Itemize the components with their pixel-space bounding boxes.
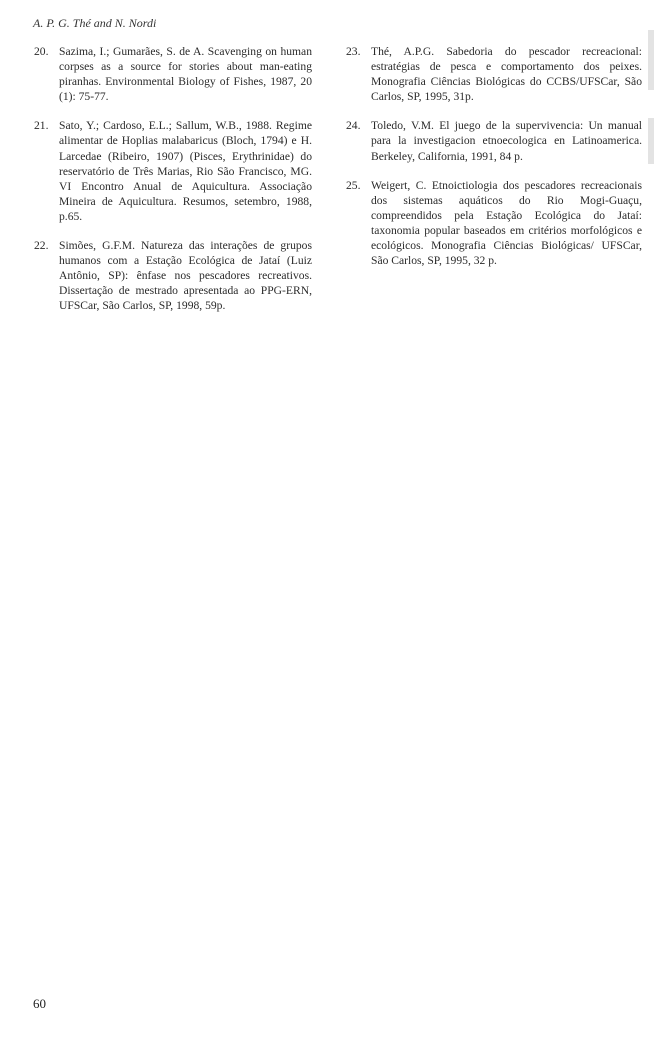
reference-text: Simões, G.F.M. Natureza das interações de grupos humanos com a Estação Ecológica de Jataí (Luiz Antônio, SP): ênfase nos pescadores recreativos. Dissertação de mestrado apresentada ao PPG-ERN, UFSCar, São Carlos, SP, 1998, 59p. [59, 239, 312, 313]
reference-item [346, 44, 642, 104]
reference-number: 22. [34, 239, 49, 253]
reference-text: Weigert, C. Etnoictiologia dos pescadores recreacionais dos sistemas aquáticos do Rio Mogi-Guaçu, compreendidos pela Estação Ecológica do Jataí: taxonomia popular baseados em critérios morfológicos e ecológicos. Monografia Ciências Biológicas/ UFSCar, São Carlos, SP, 1995, 32 p. [371, 178, 642, 268]
page-number: 60 [33, 996, 46, 1011]
reference-number: 21. [34, 119, 49, 133]
reference-item [346, 118, 642, 163]
reference-text: Thé, A.P.G. Sabedoria do pescador recreacional: estratégias de pesca e comportamento dos peixes. Monografia Ciências Biológicas do CCBS/UFSCar, São Carlos, SP, 1995, 31p. [371, 45, 642, 104]
reference-text: Toledo, V.M. El juego de la supervivencia: Un manual para la investigacion etnoecologica en Latinoamerica. Berkeley, California, 1991, 84 p. [371, 119, 642, 163]
reference-item [34, 44, 312, 104]
reference-number: 23. [346, 45, 361, 58]
left-column [34, 44, 312, 328]
reference-number: 20. [34, 45, 49, 58]
scan-edge-shadow [648, 30, 654, 90]
reference-item [346, 178, 642, 269]
right-column [346, 44, 642, 282]
scan-edge-shadow [648, 118, 654, 164]
reference-item [34, 238, 312, 313]
reference-number: 24. [346, 119, 361, 133]
running-head: A. P. G. Thé and N. Nordi [33, 16, 157, 30]
reference-item [34, 118, 312, 224]
reference-number: 25. [346, 178, 361, 192]
reference-text: Sato, Y.; Cardoso, E.L.; Sallum, W.B., 1988. Regime alimentar de Hoplias malabaricus (Bloch, 1794) e H. Larcedae (Ribeiro, 1907) (Pisces, Erythrinidae) do reservatório de Três Marias, Rio São Francisco, MG. VI Encontro Anual de Aquicultura. Associação Mineira de Aquicultura. Resumos, setembro, 1988, p.65. [59, 119, 312, 223]
reference-text: Sazima, I.; Gumarães, S. de A. Scavenging on human corpses as a source for stories about man-eating piranhas. Environmental Biology of Fishes, 1987, 20 (1): 75-77. [59, 45, 312, 104]
